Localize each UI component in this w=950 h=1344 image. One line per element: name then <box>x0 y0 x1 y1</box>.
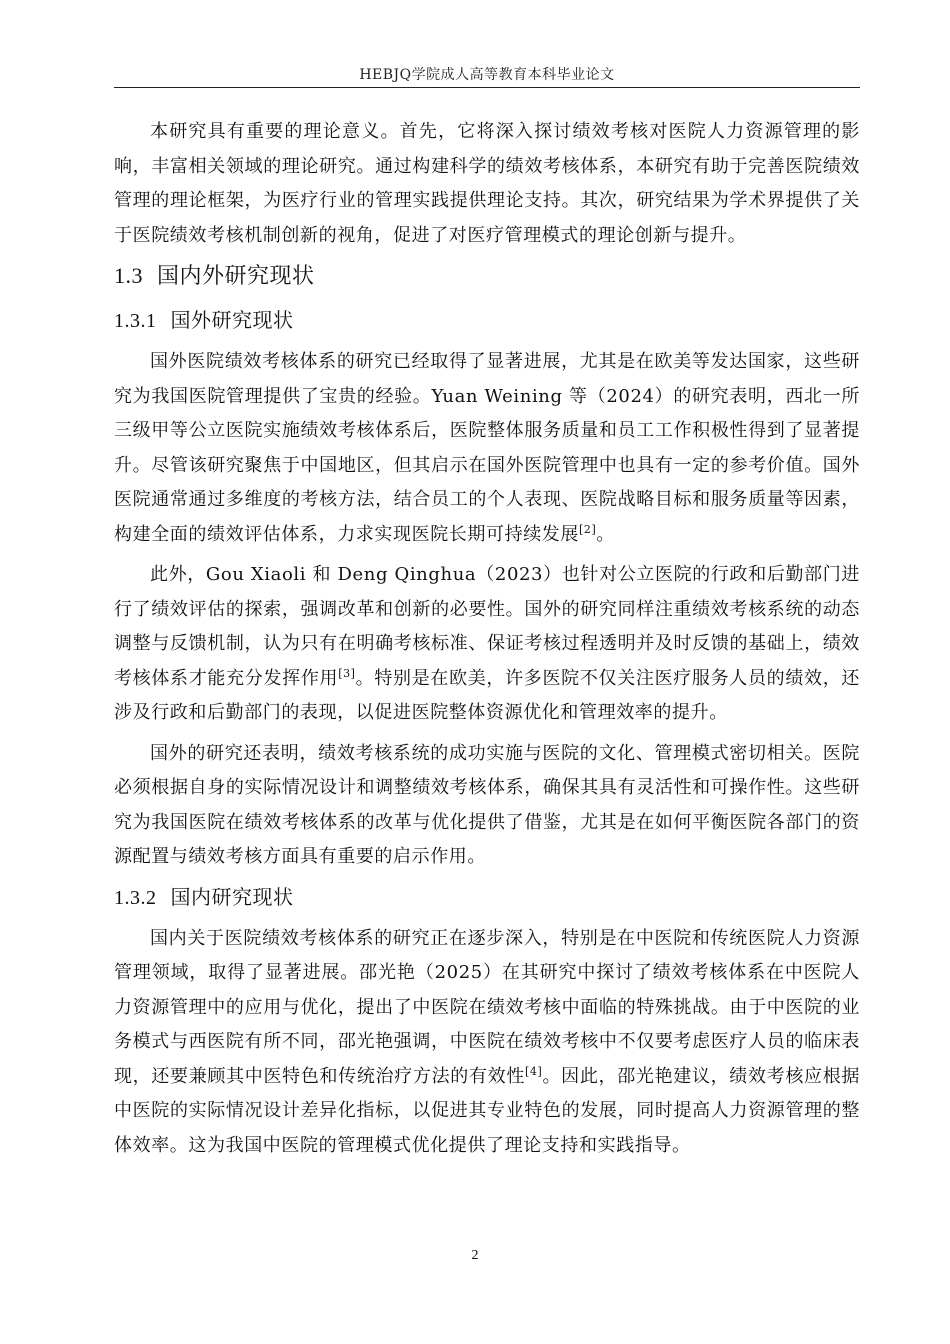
citation-marker: [3] <box>338 666 356 680</box>
foreign-research-paragraph-1 <box>114 345 860 552</box>
paragraph-text-tail: 。因此，邵光艳建议，绩效考核应根据中医院的实际情况设计差异化指标，以促进其专业特色的发展，同时提高人力资源管理的整体效率。这为我国中医院的管理模式优化提供了理论支持和实践指导。 <box>114 1065 861 1156</box>
subsection-title: 国外研究现状 <box>170 308 294 332</box>
subsection-title: 国内研究现状 <box>170 884 294 909</box>
citation-marker: [4] <box>525 1064 543 1078</box>
subsection-number: 1.3.1 <box>114 310 157 332</box>
subsection-heading-1-3-2 <box>114 881 860 914</box>
paragraph-text: 国内关于医院绩效考核体系的研究正在逐步深入，特别是在中医院和传统医院人力资源管理领域，取得了显著进展。邵光艳（2025）在其研究中探讨了绩效考核体系在中医院人力资源管理中的应用与优化，提出了中医院在绩效考核中面临的特殊挑战。由于中医院的业务模式与西医院有所不同，邵光艳强调，中医院在绩效考核中不仅要考虑医疗人员的临床表现，还要兼顾其中医特色和传统治疗方法的有效性 <box>114 927 860 1087</box>
section-heading-1-3 <box>114 259 860 294</box>
paragraph-text-tail: 。特别是在欧美，许多医院不仅关注医疗服务人员的绩效，还涉及行政和后勤部门的表现，以促进医院整体资源优化和管理效率的提升。 <box>114 667 860 723</box>
header-divider <box>114 87 860 88</box>
running-header: HEBJQ学院成人高等教育本科毕业论文 <box>359 67 615 83</box>
foreign-research-paragraph-3: 国外的研究还表明，绩效考核系统的成功实施与医院的文化、管理模式密切相关。医院必须根据自身的实际情况设计和调整绩效考核体系，确保其具有灵活性和可操作性。这些研究为我国医院在绩效考核体系的改革与优化提供了借鉴，尤其是在如何平衡医院各部门的资源配置与绩效考核方面具有重要的启示作用。 <box>114 742 860 867</box>
domestic-research-paragraph-1 <box>114 922 860 1164</box>
foreign-research-paragraph-2 <box>114 558 860 731</box>
page-body <box>114 115 860 1169</box>
subsection-number: 1.3.2 <box>114 886 157 909</box>
section-number: 1.3 <box>114 263 143 288</box>
paragraph-text-tail: 。 <box>596 523 615 545</box>
paragraph-text: 此外，Gou Xiaoli 和 Deng Qinghua（2023）也针对公立医院的行政和后勤部门进行了绩效评估的探索，强调改革和创新的必要性。国外的研究同样注重绩效考核系统的动态调整与反馈机制，认为只有在明确考核标准、保证考核过程透明并及时反馈的基础上，绩效考核体系才能充分发挥作用 <box>114 564 860 689</box>
paragraph-text: 国外医院绩效考核体系的研究已经取得了显著进展，尤其是在欧美等发达国家，这些研究为我国医院管理提供了宝贵的经验。Yuan Weining 等（2024）的研究表明，西北一所三级甲等公立医院实施绩效考核体系后，医院整体服务质量和员工工作积极性得到了显著提升。尽管该研究聚焦于中国地区，但其启示在国外医院管理中也具有一定的参考价值。国外医院通常通过多维度的考核方法，结合员工的个人表现、医院战略目标和服务质量等因素，构建全面的绩效评估体系，力求实现医院长期可持续发展 <box>114 351 860 545</box>
page-number: 2 <box>471 1248 479 1263</box>
subsection-heading-1-3-1 <box>114 304 860 337</box>
intro-paragraph: 本研究具有重要的理论意义。首先，它将深入探讨绩效考核对医院人力资源管理的影响，丰富相关领域的理论研究。通过构建科学的绩效考核体系，本研究有助于完善医院绩效管理的理论框架，为医疗行业的管理实践提供理论支持。其次，研究结果为学术界提供了关于医院绩效考核机制创新的视角，促进了对医疗管理模式的理论创新与提升。 <box>114 121 860 246</box>
citation-marker: [2] <box>579 522 597 536</box>
section-title: 国内外研究现状 <box>157 264 315 289</box>
